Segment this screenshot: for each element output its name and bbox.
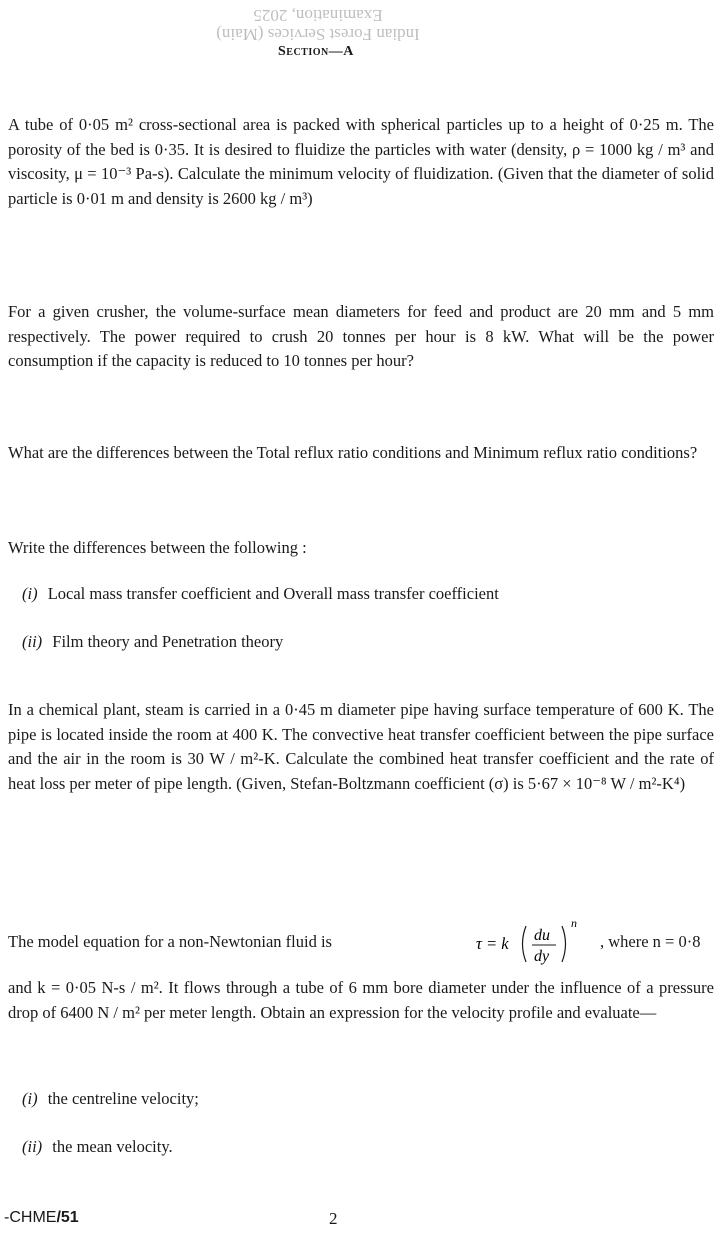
question-stem: Write the differences between the following : xyxy=(8,538,307,557)
page-number: 2 xyxy=(329,1209,338,1228)
section-title: Section—A xyxy=(278,44,354,59)
bleed-through-line: Examination, 2025 xyxy=(253,6,383,25)
right-paren xyxy=(562,926,566,962)
equation-numerator: du xyxy=(534,927,550,944)
question-3 xyxy=(8,441,714,466)
sub-item-text: the centreline velocity; xyxy=(47,1089,199,1108)
sub-item xyxy=(22,1135,173,1159)
question-text: In a chemical plant, steam is carried in a 0·45 m diameter pipe having surface temperature of 600 K. The pipe is located inside the room at 400 K. The convective heat transfer coefficient between the pipe surface and the air in the room is 30 W / m²-K. Calculate the combined heat transfer coefficient and the rate of heat loss per meter of pipe length. (Given, Stefan-Boltzmann coefficient (σ) is 5·67 × 10⁻⁸ W / m²-K⁴) xyxy=(8,700,714,793)
question-text: and k = 0·05 N-s / m². It flows through a tube of 6 mm bore diameter under the influence of a pressure drop of 6400 N / m² per meter length. Obtain an expression for the velocity profile and evaluate— xyxy=(8,978,714,1022)
sub-item-number: (ii) xyxy=(22,632,43,651)
question-6 xyxy=(8,976,714,1025)
paper-code xyxy=(4,1209,79,1227)
sub-item xyxy=(22,630,283,654)
equation-denominator: dy xyxy=(534,948,550,965)
bleed-through-line: Indian Forest Services (Main) xyxy=(216,25,420,44)
question-5 xyxy=(8,698,714,796)
question-6-first-line xyxy=(8,916,716,972)
sub-item-text: Film theory and Penetration theory xyxy=(52,632,284,651)
bleed-through-header xyxy=(178,6,458,44)
question-text: A tube of 0·05 m² cross-sectional area is packed with spherical particles up to a height of 0·25 m. The porosity of the bed is 0·35. It is desired to fluidize the particles with water (density, ρ = 1000 kg / m³ and viscosity, μ = 10⁻³ Pa-s). Calculate the minimum velocity of fluidization. (Given that the diameter of solid particle is 0·01 m and density is 2600 kg / m³) xyxy=(8,115,714,208)
question-lead: The model equation for a non-Newtonian fluid is xyxy=(8,932,332,951)
paper-code-suffix: /51 xyxy=(56,1209,79,1226)
question-tail: , where n = 0·8 xyxy=(600,932,701,951)
sub-item xyxy=(22,582,499,606)
paper-code-prefix: -CHME xyxy=(4,1209,57,1226)
question-2 xyxy=(8,300,714,374)
sub-item-number: (i) xyxy=(22,584,38,603)
sub-item-number: (i) xyxy=(22,1089,38,1108)
sub-item xyxy=(22,1087,199,1111)
sub-item-text: Local mass transfer coefficient and Overall mass transfer coefficient xyxy=(47,584,499,603)
question-4 xyxy=(8,536,714,561)
question-1 xyxy=(8,113,714,211)
question-text: For a given crusher, the volume-surface mean diameters for feed and product are 20 mm and 5 mm respectively. The power required to crush 20 tonnes per hour is 8 kW. What will be the power consumption if the capacity is reduced to 10 tonnes per hour? xyxy=(8,302,714,371)
question-text: What are the differences between the Total reflux ratio conditions and Minimum reflux ratio conditions? xyxy=(8,443,698,462)
equation-power: n xyxy=(571,916,577,930)
left-paren xyxy=(523,926,527,962)
power-law-equation xyxy=(476,916,586,972)
equation-lhs: τ = k xyxy=(476,934,509,953)
sub-item-text: the mean velocity. xyxy=(52,1137,173,1156)
sub-item-number: (ii) xyxy=(22,1137,43,1156)
